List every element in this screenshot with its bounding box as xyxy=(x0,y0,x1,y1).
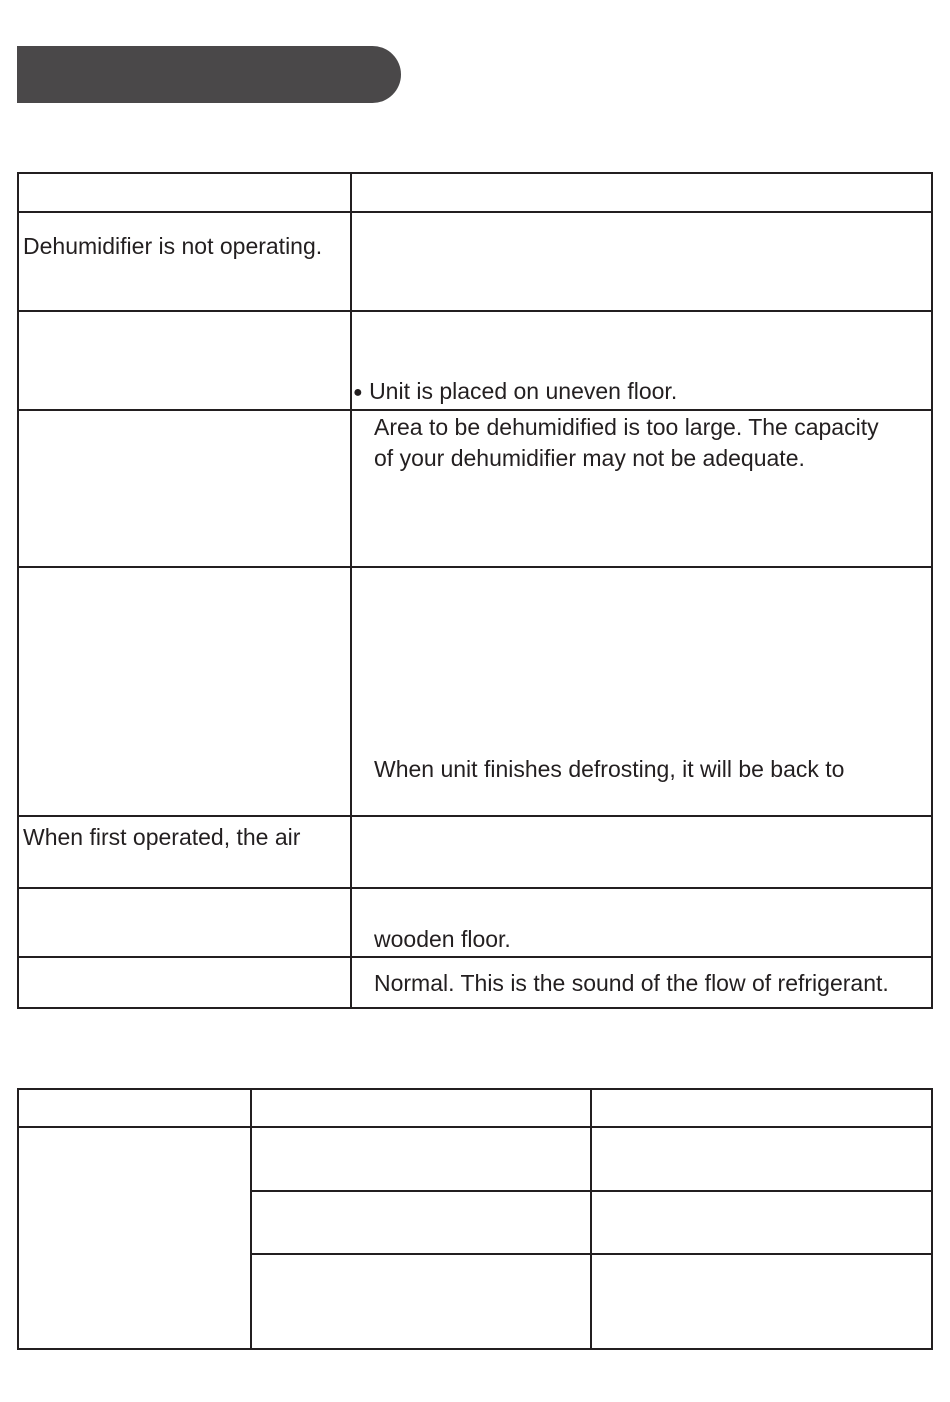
bullet-icon: ● xyxy=(353,384,363,401)
troubleshooting-table-border xyxy=(18,173,932,1008)
problem-first-operated: When first operated, the air xyxy=(23,824,301,850)
problem-not-operating: Dehumidifier is not operating. xyxy=(23,233,323,259)
cause-wooden-floor: wooden floor. xyxy=(374,926,511,952)
cause-uneven-floor-item xyxy=(353,376,677,408)
cause-refrigerant-sound: Normal. This is the sound of the flow of refrigerant. xyxy=(374,970,889,996)
cause-defrost: When unit finishes defrosting, it will be back to xyxy=(374,756,845,782)
cause-uneven-floor: Unit is placed on uneven floor. xyxy=(369,378,678,404)
cause-area-too-large-line1: Area to be dehumidified is too large. The capacity xyxy=(374,414,879,440)
cause-area-too-large-line2: of your dehumidifier may not be adequate. xyxy=(374,445,805,471)
